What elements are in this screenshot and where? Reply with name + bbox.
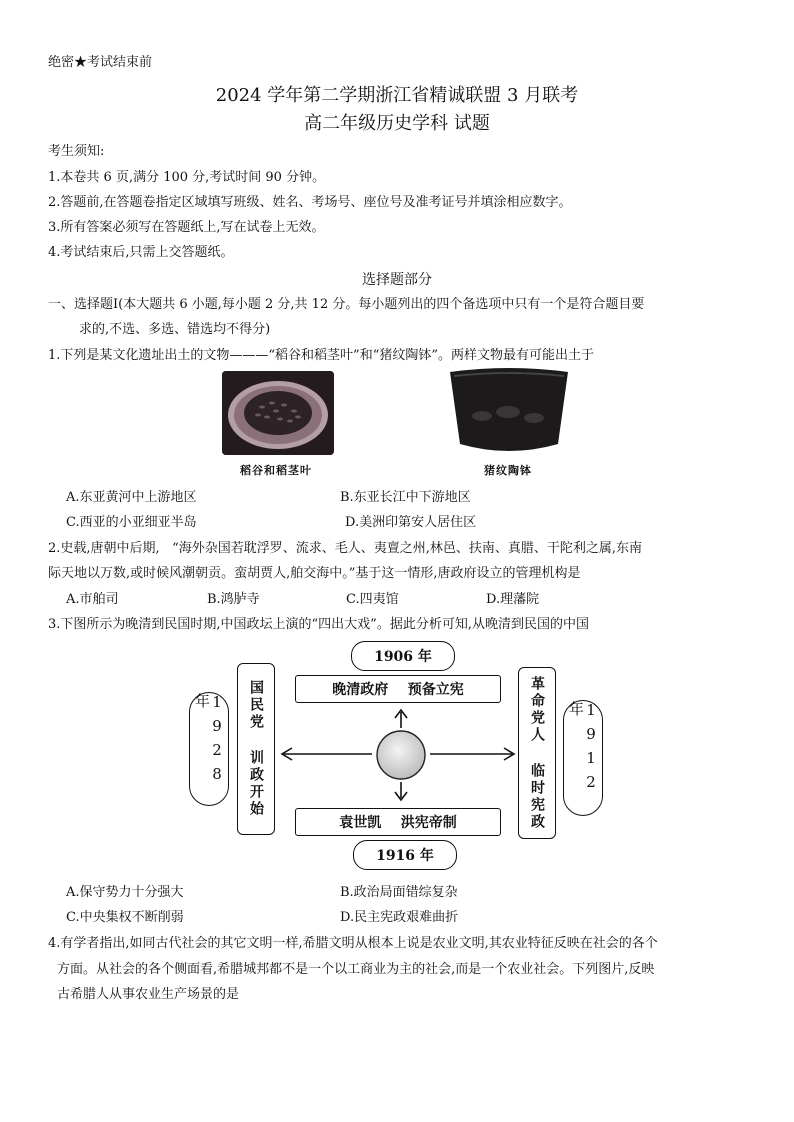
q2-option-d[interactable]: D.理藩院 — [486, 592, 540, 607]
year-1916-box — [353, 840, 457, 870]
year-1916-label: 1916 年 — [376, 848, 434, 864]
provisional-constitution-label: 革命党人 临时宪政 — [529, 675, 545, 831]
year-1928-box — [189, 692, 229, 806]
q1-stem: 1.下列是某文化遗址出土的文物———“稻谷和稻茎叶”和“猪纹陶钵”。两样文物最有可能出土于 — [48, 348, 594, 363]
q4-stem-cont: 方面。从社会的各个侧面看,希腊城邦都不是一个以工商业为主的社会,而是一个农业社会。下列图片,反映 — [57, 962, 655, 977]
q1-option-a[interactable]: A.东亚黄河中上游地区 — [66, 490, 197, 505]
rice-grain-image — [222, 371, 334, 455]
notice-heading: 考生须知: — [48, 144, 105, 159]
q3-option-b[interactable]: B.政治局面错综复杂 — [340, 885, 458, 900]
center-circle — [377, 731, 425, 779]
year-1906-label: 1906 年 — [374, 649, 432, 665]
q1-option-c[interactable]: C.西亚的小亚细亚半岛 — [66, 515, 197, 530]
notice-item: 4.考试结束后,只需上交答题纸。 — [48, 245, 234, 260]
political-tutelage-label: 国民党 训政开始 — [248, 680, 264, 818]
exam-title: 2024 学年第二学期浙江省精诚联盟 3 月联考 — [215, 85, 579, 106]
constitution-preparation-box — [295, 675, 501, 703]
q3-stem: 3.下图所示为晚清到民国时期,中国政坛上演的“四出大戏”。据此分析可知,从晚清到民国的中国 — [48, 617, 589, 632]
hongxian-monarchy-box — [295, 808, 501, 836]
q2-stem: 2.史载,唐朝中后期, “海外杂国若耽浮罗、流求、毛人、夷亶之州,林邑、扶南、真腊、干陀利之属,东南 — [48, 541, 642, 556]
rice-grain-caption: 稻谷和稻茎叶 — [240, 464, 312, 477]
exam-subtitle: 高二年级历史学科 试题 — [304, 113, 490, 134]
notice-item: 3.所有答案必须写在答题纸上,写在试卷上无效。 — [48, 220, 325, 235]
q1-option-d[interactable]: D.美洲印第安人居住区 — [345, 515, 477, 530]
q4-stem: 4.有学者指出,如同古代社会的其它文明一样,希腊文明从根本上说是农业文明,其农业特征反映在社会的各个 — [48, 936, 658, 951]
year-1906-box — [351, 641, 455, 671]
notice-item: 2.答题前,在答题卷指定区域填写班级、姓名、考场号、座位号及准考证号并填涂相应数字。 — [48, 195, 572, 210]
year-1912-label: 1912年 — [567, 701, 600, 797]
secret-mark: 绝密★考试结束前 — [48, 55, 153, 70]
hongxian-monarchy-label: 袁世凯 洪宪帝制 — [339, 815, 457, 831]
q2-stem-cont: 际天地以万数,或时候风潮朝贡。蛮胡贾人,舶交海中。”基于这一情形,唐政府设立的管理机构是 — [48, 566, 581, 581]
constitution-preparation-label: 晚清政府 预备立宪 — [332, 682, 464, 698]
q3-option-d[interactable]: D.民主宪政艰难曲折 — [340, 910, 459, 925]
part1-instructions: 一、选择题Ⅰ(本大题共 6 小题,每小题 2 分,共 12 分。每小题列出的四个备选项中只有一个是符合题目要 — [48, 297, 645, 312]
year-1912-box — [563, 700, 603, 816]
q2-option-a[interactable]: A.市舶司 — [66, 592, 119, 607]
pig-pottery-image — [446, 366, 572, 456]
part1-instructions-cont: 求的,不选、多选、错选均不得分) — [79, 322, 271, 337]
rice-grain-photo — [222, 371, 334, 455]
notice-item: 1.本卷共 6 页,满分 100 分,考试时间 90 分钟。 — [48, 170, 326, 185]
section-heading: 选择题部分 — [362, 272, 432, 288]
pig-pottery-photo — [446, 366, 572, 456]
q2-option-c[interactable]: C.四夷馆 — [346, 592, 399, 607]
q3-option-c[interactable]: C.中央集权不断削弱 — [66, 910, 184, 925]
q1-option-b[interactable]: B.东亚长江中下游地区 — [340, 490, 471, 505]
center-arrows — [270, 700, 530, 810]
q3-option-a[interactable]: A.保守势力十分强大 — [66, 885, 184, 900]
pig-pottery-caption: 猪纹陶钵 — [484, 464, 532, 477]
q4-stem-cont2: 古希腊人从事农业生产场景的是 — [57, 987, 240, 1002]
year-1928-label: 1928年 — [193, 693, 226, 789]
q2-option-b[interactable]: B.鸿胪寺 — [207, 592, 260, 607]
